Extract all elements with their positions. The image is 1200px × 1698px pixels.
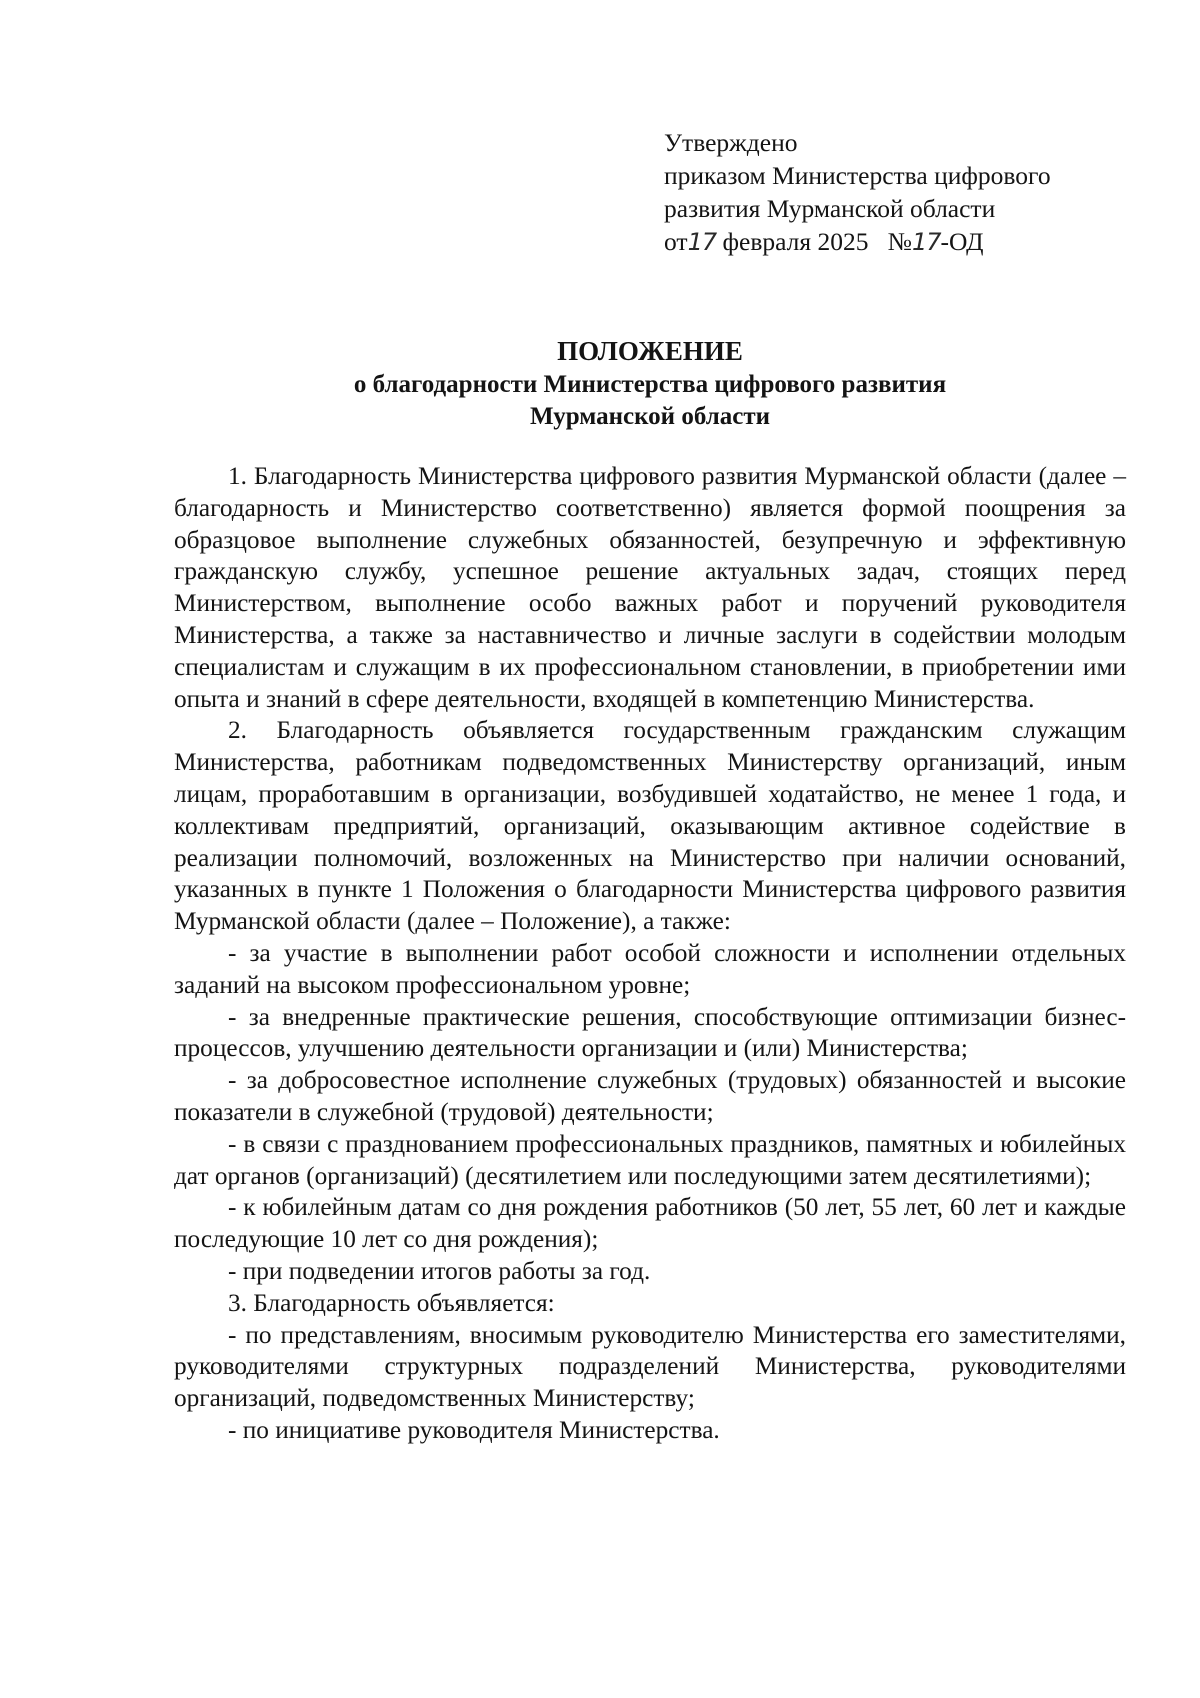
- list-item: - по инициативе руководителя Министерства.: [228, 1415, 720, 1444]
- list-item: - в связи с празднованием профессиональных праздников, памятных и юбилейных дат органов (организаций) (десятилетием или последующими затем десятилетиями);: [174, 1129, 1126, 1190]
- approval-line: Утверждено: [664, 128, 798, 157]
- date-prefix: от: [664, 227, 688, 256]
- document-body: [174, 461, 1126, 1447]
- document-title: [174, 333, 1126, 433]
- title-subtitle: Мурманской области: [529, 403, 771, 430]
- number-prefix: №: [887, 227, 912, 256]
- paragraph: 2. Благодарность объявляется государственным гражданским служащим Министерства, работникам подведомственных Министерству организаций, иным лицам, проработавшим в организации, возбудившей ходатайство, не менее 1 года, и коллективам предприятий, организаций, оказывающим активное содействие в реализации полномочий, возложенных на Министерство при наличии оснований, указанных в пункте 1 Положения о благодарности Министерства цифрового развития Мурманской области (далее – Положение), а также:: [174, 716, 1126, 936]
- list-item: - за участие в выполнении работ особой сложности и исполнении отдельных заданий на высоком профессиональном уровне;: [174, 938, 1126, 999]
- list-item: - за добросовестное исполнение служебных (трудовых) обязанностей и высокие показатели в служебной (трудовой) деятельности;: [174, 1066, 1126, 1126]
- list-item: - по представлениям, вносимым руководителю Министерства его заместителями, руководителями структурных подразделений Министерства, руководителями организаций, подведомственных Министерству;: [174, 1320, 1126, 1413]
- number-suffix: -ОД: [940, 227, 984, 256]
- approval-line: развития Мурманской области: [664, 194, 996, 223]
- approval-line: приказом Министерства цифрового: [664, 161, 1051, 190]
- list-item: - к юбилейным датам со дня рождения работников (50 лет, 55 лет, 60 лет и каждые последующие 10 лет со дня рождения);: [174, 1193, 1126, 1254]
- date-rest: февраля 2025: [722, 227, 869, 256]
- title-subtitle: о благодарности Министерства цифрового развития: [353, 371, 947, 398]
- approval-stamp: [664, 126, 1051, 259]
- paragraph: 3. Благодарность объявляется:: [228, 1288, 555, 1317]
- handwritten-day: 17: [687, 228, 717, 256]
- paragraph: 1. Благодарность Министерства цифрового развития Мурманской области (далее – благодарность и Министерство соответственно) является формой поощрения за образцовое выполнение служебных обязанностей, безупречную и эффективную гражданскую службу, успешное решение актуальных задач, стоящих перед Министерством, выполнение особо важных работ и поручений руководителя Министерства, а также за наставничество и личные заслуги в содействии молодым специалистам и служащим в их профессиональном становлении, в приобретении ими опыта и знаний в сфере деятельности, входящей в компетенцию Министерства.: [174, 462, 1126, 713]
- approval-date-line: [664, 225, 1051, 259]
- list-item: - при подведении итогов работы за год.: [228, 1256, 651, 1285]
- title-main: ПОЛОЖЕНИЕ: [557, 336, 743, 366]
- list-item: - за внедренные практические решения, способствующие оптимизации бизнес-процессов, улучшению деятельности организации и (или) Министерства;: [174, 1002, 1126, 1063]
- handwritten-number: 17: [911, 228, 941, 256]
